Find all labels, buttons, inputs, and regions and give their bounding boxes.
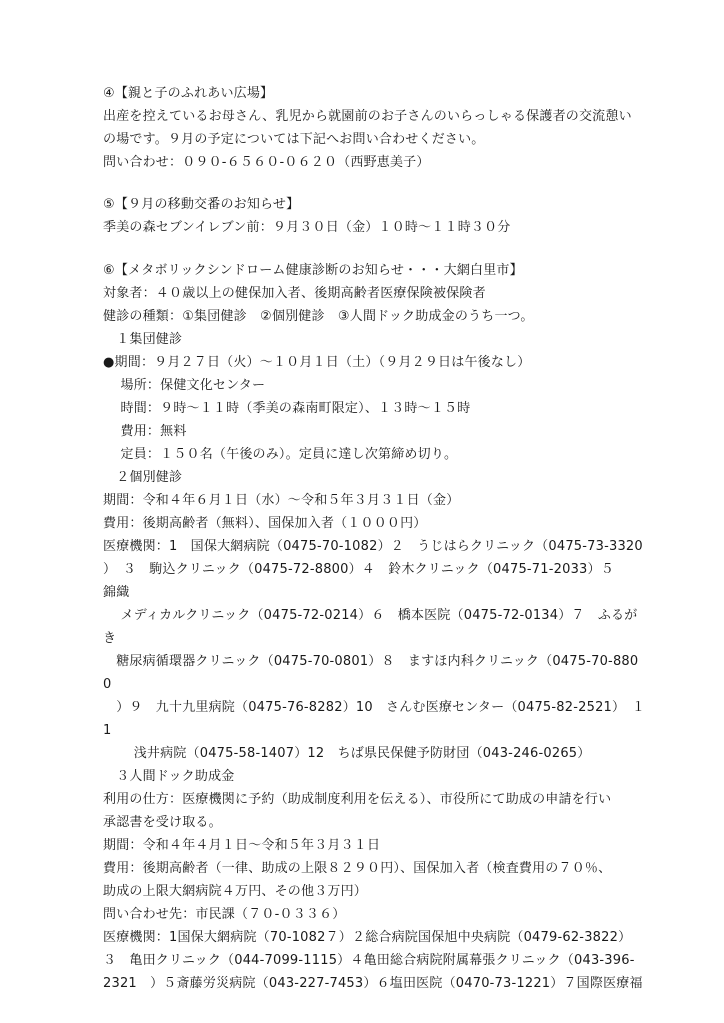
dock-clinics-line-3: 2321 ）５斎藤労災病院（043-227-7453）６塩田医院（0470-73-1221）７国際医療福 — [103, 976, 643, 991]
dock-clinics-line-2: ３ 亀田クリニック（044-7099-1115）４亀田総合病院附属幕張クリニック（043-396- — [103, 953, 635, 968]
checkup-target: 対象者：４０歳以上の健保加入者、後期高齢者医療保険被保険者 — [103, 286, 486, 301]
individual-clinics-line-3: 錦織 — [103, 585, 130, 600]
individual-clinics-line-9: 1 — [103, 723, 112, 738]
group-checkup-time: 時間：９時～１１時（季美の森南町限定）、１３時～１５時 — [103, 401, 471, 416]
individual-clinics-line-5: き — [103, 631, 117, 646]
group-checkup-fee: 費用：無料 — [103, 424, 187, 439]
dock-period: 期間：令和４年４月１日～令和５年３月３１日 — [103, 838, 381, 853]
individual-clinics-line-8: ）９ 九十九里病院（0475-76-8282）10 さんむ医療センター（0475-82-2521） １ — [103, 700, 646, 715]
individual-clinics-line-7: 0 — [103, 677, 112, 692]
dock-usage-line-2: 承認書を受け取る。 — [103, 815, 222, 830]
plaza-contact: 問い合わせ：０９０-６５６０-０６２０（西野恵美子） — [103, 155, 430, 170]
plaza-description-line-2: の場です。９月の予定については下記へお問い合わせください。 — [103, 132, 485, 147]
dock-fee-line-2: 助成の上限大網病院４万円、その他３万円） — [103, 884, 368, 899]
plaza-description-line-1: 出産を控えているお母さん、乳児から就園前のお子さんのいらっしゃる保護者の交流憩い — [103, 109, 632, 124]
individual-checkup-fee: 費用：後期高齢者（無料）、国保加入者（１０００円） — [103, 516, 427, 531]
individual-clinics-line-4: メディカルクリニック（0475-72-0214）６ 橋本医院（0475-72-0134）７ ふるが — [103, 608, 638, 623]
heading-metabolic-checkup: ⑥【メタボリックシンドローム健康診断のお知らせ・・・大網白里市】 — [103, 263, 523, 278]
dock-fee-line-1: 費用：後期高齢者（一律、助成の上限８２９０円）、国保加入者（検査費用の７０％、 — [103, 861, 612, 876]
individual-clinics-line-10: 浅井病院（0475-58-1407）12 ちば県民保健予防財団（043-246-0265） — [103, 746, 591, 761]
group-checkup-capacity: 定員：１５０名（午後のみ）。定員に達し次第締め切り。 — [103, 447, 458, 462]
individual-clinics-line-2: ） ３ 駒込クリニック（0475-72-8800）４ 鈴木クリニック（0475-71-2033）５ — [103, 562, 614, 577]
subheading-dock-subsidy: ３人間ドック助成金 — [103, 769, 235, 784]
group-checkup-place: 場所：保健文化センター — [103, 378, 266, 393]
individual-clinics-line-1: 医療機関：1 国保大網病院（0475-70-1082）２ うじはらクリニック（0475-73-3320 — [103, 539, 643, 554]
dock-contact: 問い合わせ先：市民課（７０-０３３６） — [103, 907, 346, 922]
heading-mobile-police-box: ⑤【９月の移動交番のお知らせ】 — [103, 197, 300, 212]
individual-checkup-period: 期間：令和４年６月１日（水）～令和５年３月３１日（金） — [103, 493, 460, 508]
dock-usage-line-1: 利用の仕方：医療機関に予約（助成制度利用を伝える）、市役所にて助成の申請を行い — [103, 792, 612, 807]
heading-parent-child-plaza: ④【親と子のふれあい広場】 — [103, 86, 274, 101]
subheading-group-checkup: １集団健診 — [103, 332, 183, 347]
mobile-police-box-schedule: 季美の森セブンイレブン前：９月３０日（金）１０時～１１時３０分 — [103, 220, 511, 235]
individual-clinics-line-6: 糖尿病循環器クリニック（0475-70-0801）８ ますほ内科クリニック（0475-70-880 — [103, 654, 639, 669]
checkup-types: 健診の種類：①集団健診 ②個別健診 ③人間ドック助成金のうち一つ。 — [103, 309, 534, 324]
group-checkup-period: ●期間：９月２７日（火）～１０月１日（土）（９月２９日は午後なし） — [103, 355, 531, 370]
subheading-individual-checkup: ２個別健診 — [103, 470, 183, 485]
dock-clinics-line-1: 医療機関：1国保大網病院（70-1082７）２総合病院国保旭中央病院（0479-62-3822） — [103, 930, 632, 945]
